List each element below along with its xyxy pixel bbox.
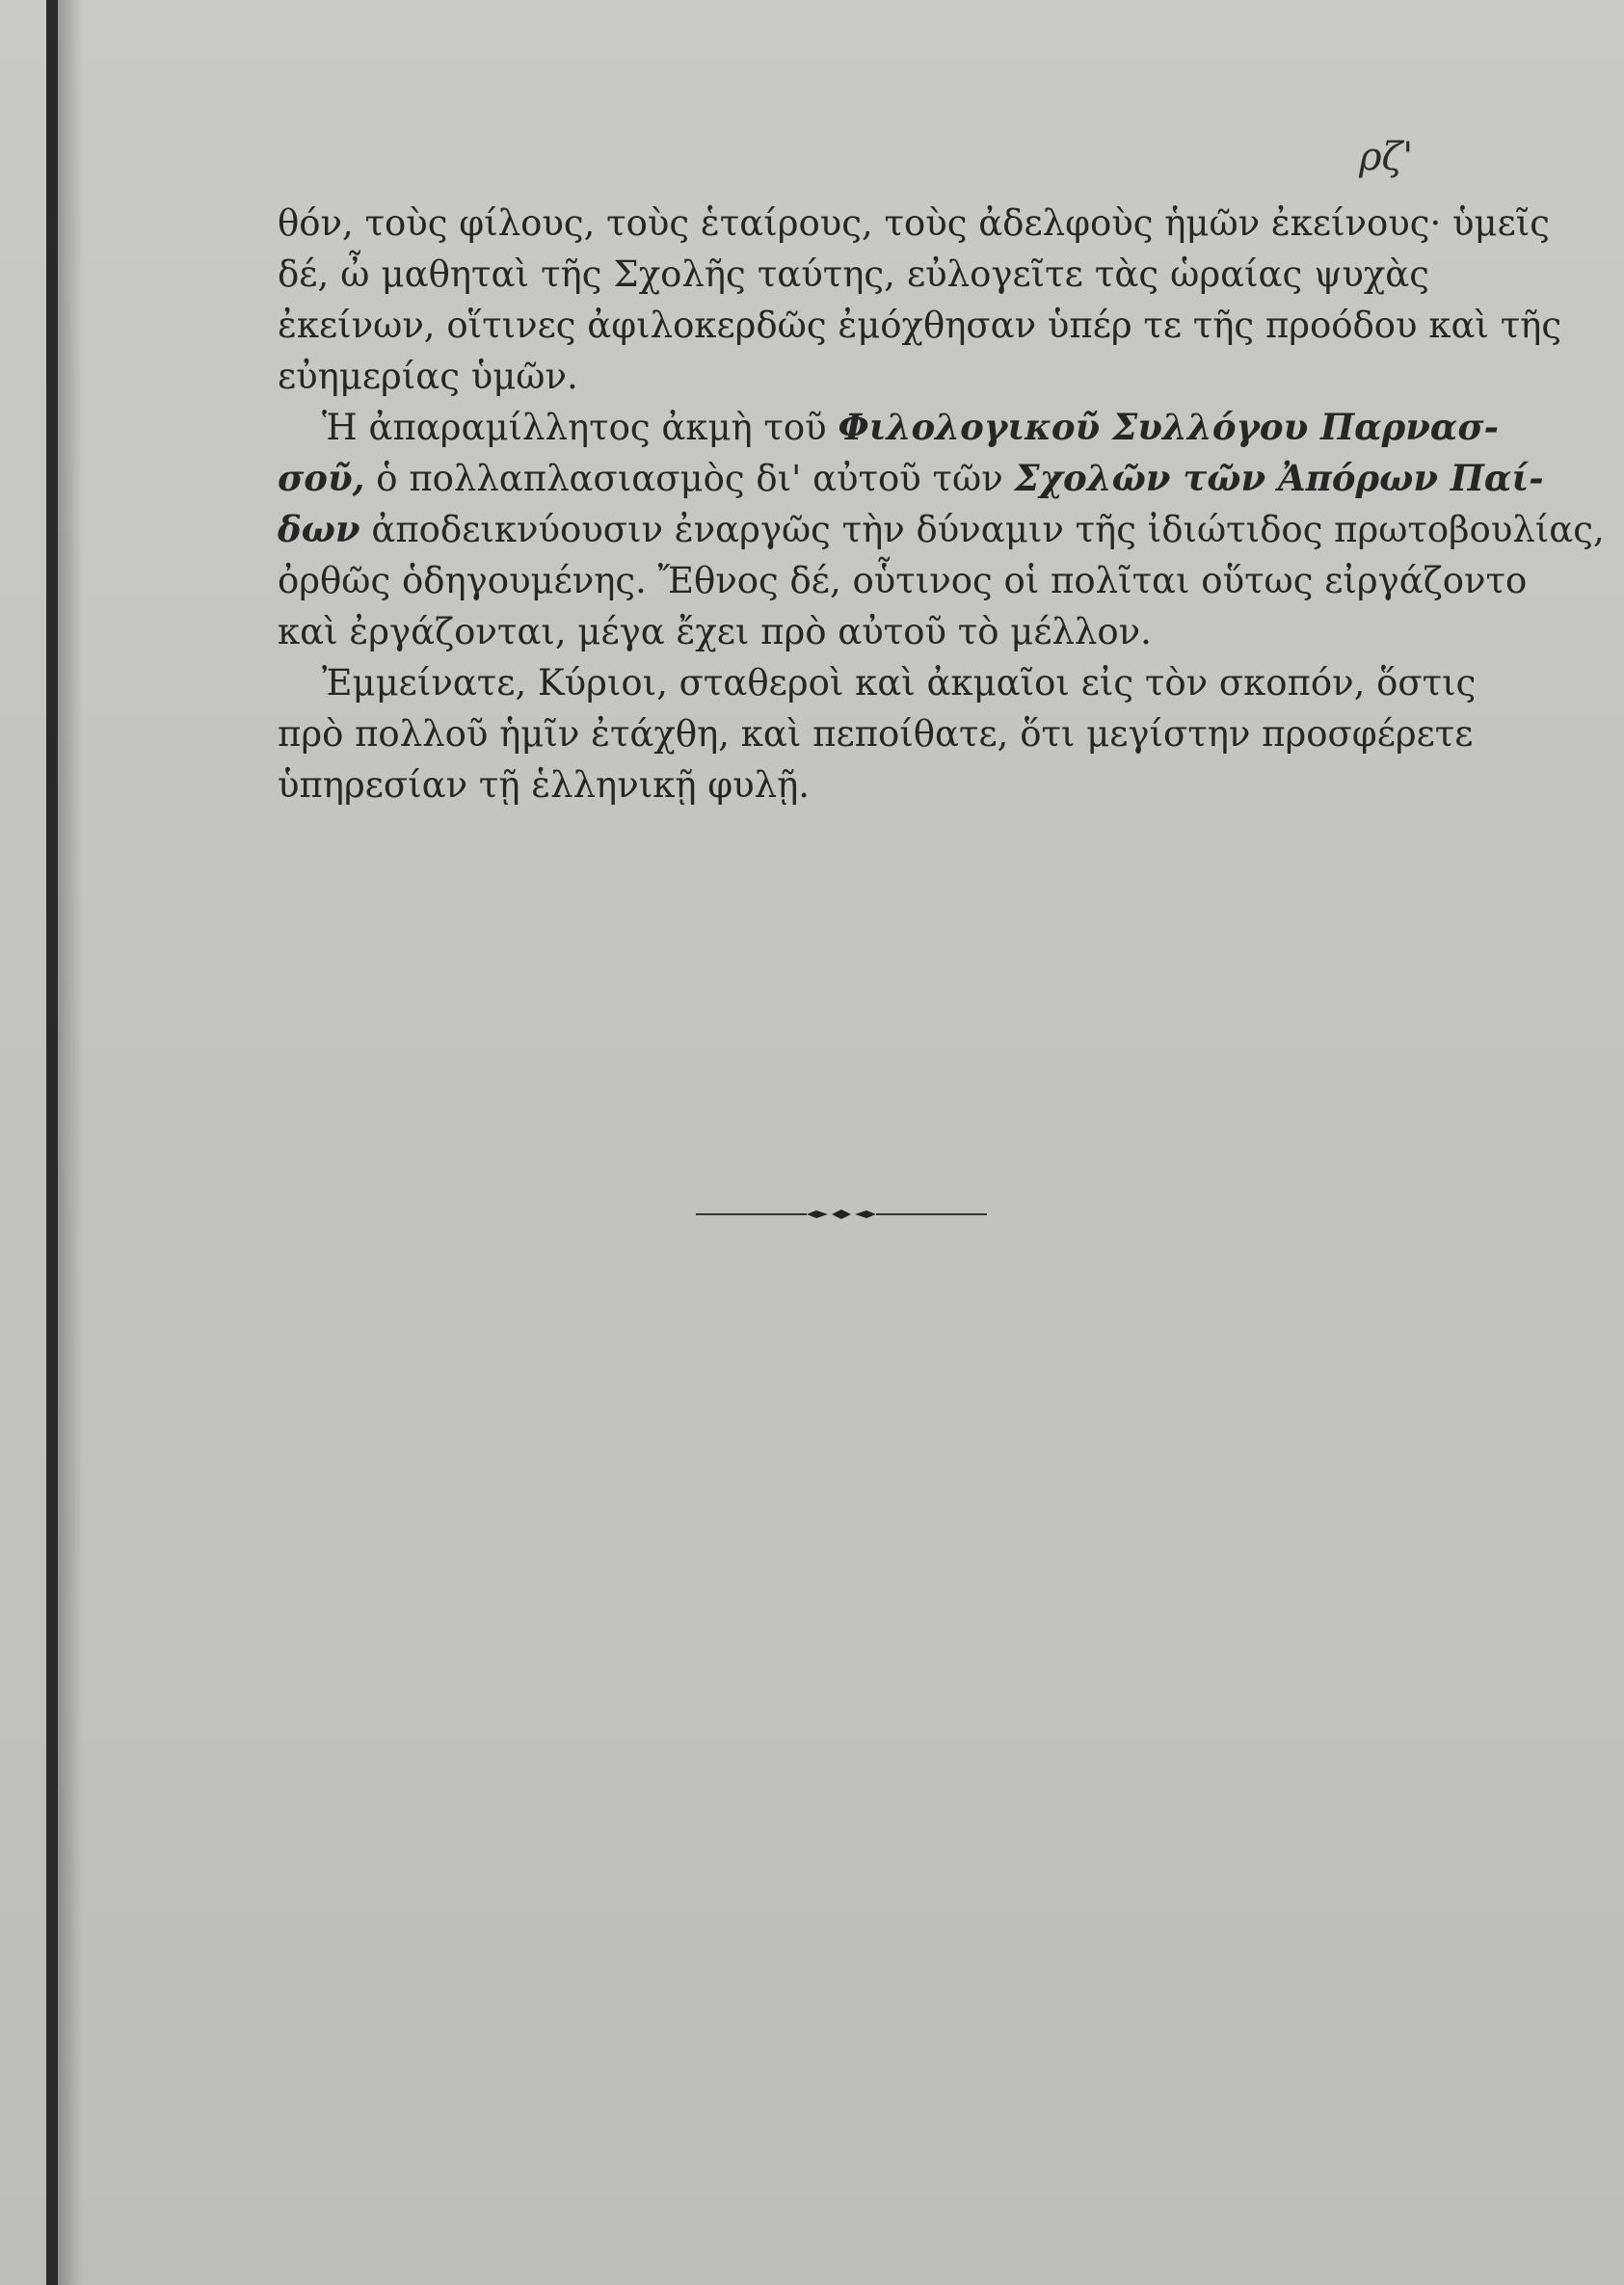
text-run: ὀρθῶς ὁδηγουμένης. Ἔθνος δέ, οὗτινος οἱ πολῖται οὕτως εἰργάζοντο (278, 560, 1528, 601)
text-run: ἐκείνων, οἵτινες ἀφιλοκερδῶς ἐμόχθησαν ὑπέρ τε τῆς προόδου καὶ τῆς (278, 305, 1562, 346)
text-line (278, 300, 1562, 351)
text-line (278, 453, 1544, 504)
text-run: Ἐμμείνατε, Κύριοι, σταθεροὶ καὶ ἀκμαῖοι εἰς τὸν σκοπόν, ὅστις (322, 662, 1477, 704)
text-line (278, 759, 1429, 810)
emphasized-text: Σχολῶν τῶν Ἀπόρων Παί- (1014, 457, 1544, 499)
body-text (278, 198, 1605, 810)
emphasized-text: δων (278, 508, 360, 550)
text-line (278, 657, 1477, 708)
text-line (278, 606, 1429, 657)
paragraph (278, 402, 1605, 657)
text-run: εὐημερίας ὑμῶν. (278, 356, 578, 397)
text-run: καὶ ἐργάζονται, μέγα ἔχει πρὸ αὐτοῦ τὸ μέλλον. (278, 611, 1152, 652)
text-line (278, 504, 1605, 555)
text-line (278, 402, 1499, 453)
text-line (278, 198, 1550, 249)
text-run: πρὸ πολλοῦ ἡμῖν ἐτάχθη, καὶ πεποίθατε, ὅτι μεγίστην προσφέρετε (278, 713, 1474, 755)
text-line (278, 249, 1429, 300)
text-line (278, 708, 1474, 759)
text-run: Ἡ ἀπαραμίλλητος ἀκμὴ τοῦ (322, 407, 839, 448)
text-run: ὁ πολλαπλασιασμὸς δι' αὐτοῦ τῶν (364, 458, 1015, 499)
paragraph (278, 198, 1562, 402)
text-line (278, 555, 1528, 606)
ornamental-divider (696, 1208, 987, 1221)
text-run: ὑπηρεσίαν τῇ ἑλληνικῇ φυλῇ. (278, 764, 811, 806)
paragraph (278, 657, 1477, 810)
text-run: δέ, ὦ μαθηταὶ τῆς Σχολῆς ταύτης, εὐλογεῖτε τὰς ὡραίας ψυχὰς (278, 253, 1429, 295)
emphasized-text: Φιλολογικοῦ Συλλόγου Παρνασ- (838, 406, 1499, 448)
text-run: θόν, τοὺς φίλους, τοὺς ἑταίρους, τοὺς ἀδελφοὺς ἡμῶν ἐκείνους· ὑμεῖς (278, 202, 1550, 244)
binding-shadow (58, 0, 83, 2285)
page-number: ρζ' (1359, 135, 1414, 179)
text-run: ἀποδεικνύουσιν ἐναργῶς τὴν δύναμιν τῆς ἰδιώτιδος πρωτοβουλίας, (359, 509, 1605, 550)
text-line (278, 351, 1429, 402)
emphasized-text: σοῦ, (278, 457, 365, 499)
binding-edge (46, 0, 58, 2285)
